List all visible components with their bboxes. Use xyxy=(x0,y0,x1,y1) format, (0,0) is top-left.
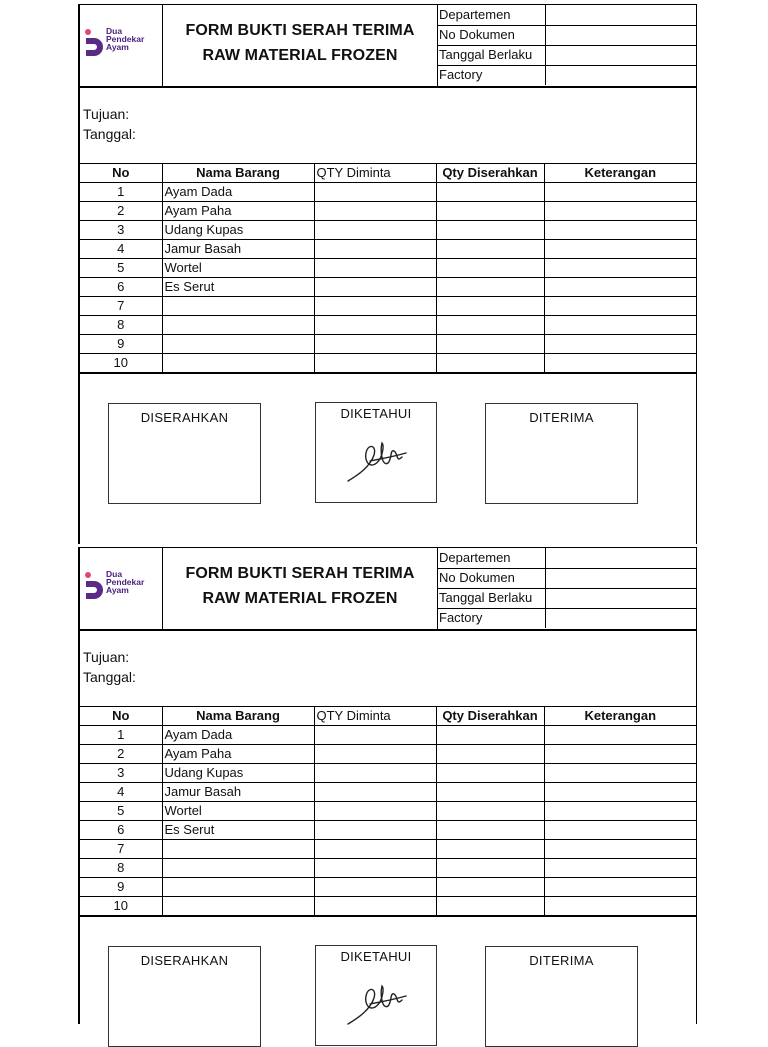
title-line-1: FORM BUKTI SERAH TERIMA xyxy=(185,22,415,39)
remarks-cell[interactable] xyxy=(544,278,696,297)
table-row xyxy=(80,897,696,917)
row-number: 2 xyxy=(80,202,162,221)
remarks-cell[interactable] xyxy=(544,316,696,335)
row-number: 2 xyxy=(80,745,162,764)
meta-row-no-dokumen xyxy=(438,25,696,46)
signature-label: DIKETAHUI xyxy=(340,406,412,421)
handwritten-signature-icon xyxy=(344,437,408,485)
meta-label: No Dokumen xyxy=(439,570,515,585)
meta-label: Factory xyxy=(439,67,483,82)
item-name: Ayam Dada xyxy=(162,726,314,745)
table-row xyxy=(80,335,696,354)
meta-row-departemen xyxy=(438,548,696,569)
qty-requested-cell[interactable] xyxy=(314,745,436,764)
item-name: Ayam Paha xyxy=(162,202,314,221)
table-row xyxy=(80,240,696,259)
remarks-cell[interactable] xyxy=(544,859,696,878)
table-row xyxy=(80,183,696,202)
qty-handed-cell[interactable] xyxy=(436,897,544,917)
meta-label: Tanggal Berlaku xyxy=(439,590,533,605)
qty-handed-cell[interactable] xyxy=(436,240,544,259)
meta-value-field[interactable] xyxy=(545,608,696,628)
signature-box-diserahkan[interactable] xyxy=(108,946,261,1047)
qty-requested-cell[interactable] xyxy=(314,840,436,859)
meta-label: Tanggal Berlaku xyxy=(439,47,533,62)
meta-value-field[interactable] xyxy=(545,568,696,588)
signature-box-diketahui[interactable] xyxy=(315,945,437,1046)
items-table xyxy=(80,706,696,917)
meta-label: Departemen xyxy=(439,7,511,22)
remarks-cell[interactable] xyxy=(544,745,696,764)
table-row xyxy=(80,316,696,335)
qty-requested-cell[interactable] xyxy=(314,726,436,745)
meta-row-no-dokumen xyxy=(438,568,696,589)
qty-handed-cell[interactable] xyxy=(436,259,544,278)
row-number: 6 xyxy=(80,821,162,840)
qty-requested-cell[interactable] xyxy=(314,259,436,278)
item-name[interactable] xyxy=(162,840,314,859)
remarks-cell[interactable] xyxy=(544,897,696,917)
qty-requested-cell[interactable] xyxy=(314,878,436,897)
item-name: Wortel xyxy=(162,259,314,278)
row-number: 7 xyxy=(80,840,162,859)
handwritten-signature-icon xyxy=(344,980,408,1028)
logo-mark-icon xyxy=(84,27,106,57)
signature-label: DITERIMA xyxy=(529,953,594,968)
qty-handed-cell[interactable] xyxy=(436,859,544,878)
remarks-cell[interactable] xyxy=(544,221,696,240)
remarks-cell[interactable] xyxy=(544,802,696,821)
handover-form-2 xyxy=(78,547,697,1024)
qty-handed-cell[interactable] xyxy=(436,354,544,374)
tujuan-label: Tujuan: xyxy=(83,649,130,665)
logo-line: Ayam xyxy=(106,42,129,52)
table-row xyxy=(80,878,696,897)
handover-form-1 xyxy=(78,4,697,544)
qty-handed-cell[interactable] xyxy=(436,878,544,897)
item-name: Jamur Basah xyxy=(162,783,314,802)
item-name: Udang Kupas xyxy=(162,764,314,783)
logo-line: Ayam xyxy=(106,585,129,595)
item-name[interactable] xyxy=(162,859,314,878)
meta-label: Departemen xyxy=(439,550,511,565)
qty-handed-cell[interactable] xyxy=(436,821,544,840)
qty-handed-cell[interactable] xyxy=(436,335,544,354)
form-title xyxy=(163,548,438,629)
document-meta xyxy=(438,5,696,86)
column-header-qty-diserahkan: Qty Diserahkan xyxy=(436,164,544,183)
meta-row-tanggal-berlaku xyxy=(438,45,696,66)
row-number: 10 xyxy=(80,897,162,917)
qty-requested-cell[interactable] xyxy=(314,316,436,335)
meta-value-field[interactable] xyxy=(545,548,696,568)
logo-line: Pendekar xyxy=(106,577,145,587)
row-number: 7 xyxy=(80,297,162,316)
remarks-cell[interactable] xyxy=(544,878,696,897)
meta-value-field[interactable] xyxy=(545,5,696,25)
meta-value-field[interactable] xyxy=(545,25,696,45)
tanggal-label: Tanggal: xyxy=(83,669,136,685)
meta-label: Factory xyxy=(439,610,483,625)
table-row xyxy=(80,783,696,802)
qty-handed-cell[interactable] xyxy=(436,783,544,802)
qty-requested-cell[interactable] xyxy=(314,764,436,783)
column-header-nama-barang: Nama Barang xyxy=(162,707,314,726)
item-name: Udang Kupas xyxy=(162,221,314,240)
qty-handed-cell[interactable] xyxy=(436,745,544,764)
table-row xyxy=(80,745,696,764)
signature-box-diserahkan[interactable] xyxy=(108,403,261,504)
remarks-cell[interactable] xyxy=(544,821,696,840)
qty-requested-cell[interactable] xyxy=(314,802,436,821)
item-name: Ayam Dada xyxy=(162,183,314,202)
meta-value-field[interactable] xyxy=(545,588,696,608)
column-header-no: No xyxy=(80,164,162,183)
title-line-2: RAW MATERIAL FROZEN xyxy=(202,590,398,607)
signature-label: DITERIMA xyxy=(529,410,594,425)
table-row xyxy=(80,297,696,316)
column-header-qty-diminta: QTY Diminta xyxy=(314,164,436,183)
row-number: 3 xyxy=(80,764,162,783)
signature-label: DISERAHKAN xyxy=(140,953,229,968)
row-number: 5 xyxy=(80,802,162,821)
qty-handed-cell[interactable] xyxy=(436,840,544,859)
remarks-cell[interactable] xyxy=(544,335,696,354)
qty-handed-cell[interactable] xyxy=(436,802,544,821)
row-number: 4 xyxy=(80,783,162,802)
remarks-cell[interactable] xyxy=(544,354,696,374)
table-row xyxy=(80,726,696,745)
row-number: 6 xyxy=(80,278,162,297)
qty-handed-cell[interactable] xyxy=(436,202,544,221)
item-name[interactable] xyxy=(162,878,314,897)
table-header-row xyxy=(80,707,696,726)
meta-value-field[interactable] xyxy=(545,65,696,85)
table-row xyxy=(80,354,696,374)
qty-requested-cell[interactable] xyxy=(314,783,436,802)
signature-box-diterima[interactable] xyxy=(485,946,638,1047)
table-row xyxy=(80,802,696,821)
logo-line: Dua xyxy=(106,26,123,36)
item-name: Ayam Paha xyxy=(162,745,314,764)
item-name[interactable] xyxy=(162,335,314,354)
table-row xyxy=(80,221,696,240)
logo-wordmark xyxy=(106,27,144,51)
remarks-cell[interactable] xyxy=(544,240,696,259)
title-line-2: RAW MATERIAL FROZEN xyxy=(202,47,398,64)
remarks-cell[interactable] xyxy=(544,259,696,278)
signature-box-diketahui[interactable] xyxy=(315,402,437,503)
table-row xyxy=(80,840,696,859)
remarks-cell[interactable] xyxy=(544,297,696,316)
qty-handed-cell[interactable] xyxy=(436,726,544,745)
table-row xyxy=(80,259,696,278)
meta-row-factory xyxy=(438,65,696,85)
form-header xyxy=(80,4,696,88)
tujuan-label: Tujuan: xyxy=(83,106,130,122)
column-header-keterangan: Keterangan xyxy=(544,707,696,726)
item-name: Es Serut xyxy=(162,821,314,840)
row-number: 8 xyxy=(80,316,162,335)
column-header-qty-diminta: QTY Diminta xyxy=(314,707,436,726)
company-logo xyxy=(80,548,163,629)
qty-requested-cell[interactable] xyxy=(314,278,436,297)
item-name[interactable] xyxy=(162,354,314,374)
company-logo xyxy=(80,5,163,86)
column-header-qty-diserahkan: Qty Diserahkan xyxy=(436,707,544,726)
column-header-keterangan: Keterangan xyxy=(544,164,696,183)
meta-value-field[interactable] xyxy=(545,45,696,65)
column-header-no: No xyxy=(80,707,162,726)
table-row xyxy=(80,859,696,878)
form-title xyxy=(163,5,438,86)
remarks-cell[interactable] xyxy=(544,183,696,202)
title-line-1: FORM BUKTI SERAH TERIMA xyxy=(185,565,415,582)
item-name: Wortel xyxy=(162,802,314,821)
remarks-cell[interactable] xyxy=(544,764,696,783)
qty-handed-cell[interactable] xyxy=(436,297,544,316)
item-name: Es Serut xyxy=(162,278,314,297)
column-header-nama-barang: Nama Barang xyxy=(162,164,314,183)
qty-requested-cell[interactable] xyxy=(314,335,436,354)
qty-requested-cell[interactable] xyxy=(314,297,436,316)
item-name[interactable] xyxy=(162,897,314,917)
row-number: 9 xyxy=(80,878,162,897)
item-name: Jamur Basah xyxy=(162,240,314,259)
qty-handed-cell[interactable] xyxy=(436,764,544,783)
item-name[interactable] xyxy=(162,316,314,335)
table-header-row xyxy=(80,164,696,183)
qty-requested-cell[interactable] xyxy=(314,240,436,259)
signature-box-diterima[interactable] xyxy=(485,403,638,504)
table-row xyxy=(80,764,696,783)
qty-requested-cell[interactable] xyxy=(314,354,436,374)
qty-requested-cell[interactable] xyxy=(314,859,436,878)
signature-label: DIKETAHUI xyxy=(340,949,412,964)
remarks-cell[interactable] xyxy=(544,202,696,221)
logo-wordmark xyxy=(106,570,144,594)
qty-handed-cell[interactable] xyxy=(436,278,544,297)
row-number: 3 xyxy=(80,221,162,240)
qty-requested-cell[interactable] xyxy=(314,183,436,202)
logo-line: Pendekar xyxy=(106,34,145,44)
qty-handed-cell[interactable] xyxy=(436,316,544,335)
remarks-cell[interactable] xyxy=(544,840,696,859)
row-number: 1 xyxy=(80,726,162,745)
row-number: 10 xyxy=(80,354,162,374)
qty-handed-cell[interactable] xyxy=(436,183,544,202)
row-number: 9 xyxy=(80,335,162,354)
qty-handed-cell[interactable] xyxy=(436,221,544,240)
meta-row-factory xyxy=(438,608,696,628)
logo-line: Dua xyxy=(106,569,123,579)
remarks-cell[interactable] xyxy=(544,783,696,802)
remarks-cell[interactable] xyxy=(544,726,696,745)
items-table xyxy=(80,163,696,374)
qty-requested-cell[interactable] xyxy=(314,221,436,240)
qty-requested-cell[interactable] xyxy=(314,202,436,221)
row-number: 1 xyxy=(80,183,162,202)
row-number: 8 xyxy=(80,859,162,878)
meta-label: No Dokumen xyxy=(439,27,515,42)
table-row xyxy=(80,278,696,297)
row-number: 5 xyxy=(80,259,162,278)
signature-label: DISERAHKAN xyxy=(140,410,229,425)
row-number: 4 xyxy=(80,240,162,259)
item-name[interactable] xyxy=(162,297,314,316)
qty-requested-cell[interactable] xyxy=(314,897,436,917)
table-row xyxy=(80,202,696,221)
logo-mark-icon xyxy=(84,570,106,600)
tanggal-label: Tanggal: xyxy=(83,126,136,142)
document-meta xyxy=(438,548,696,629)
table-row xyxy=(80,821,696,840)
form-header xyxy=(80,547,696,631)
qty-requested-cell[interactable] xyxy=(314,821,436,840)
meta-row-tanggal-berlaku xyxy=(438,588,696,609)
meta-row-departemen xyxy=(438,5,696,26)
